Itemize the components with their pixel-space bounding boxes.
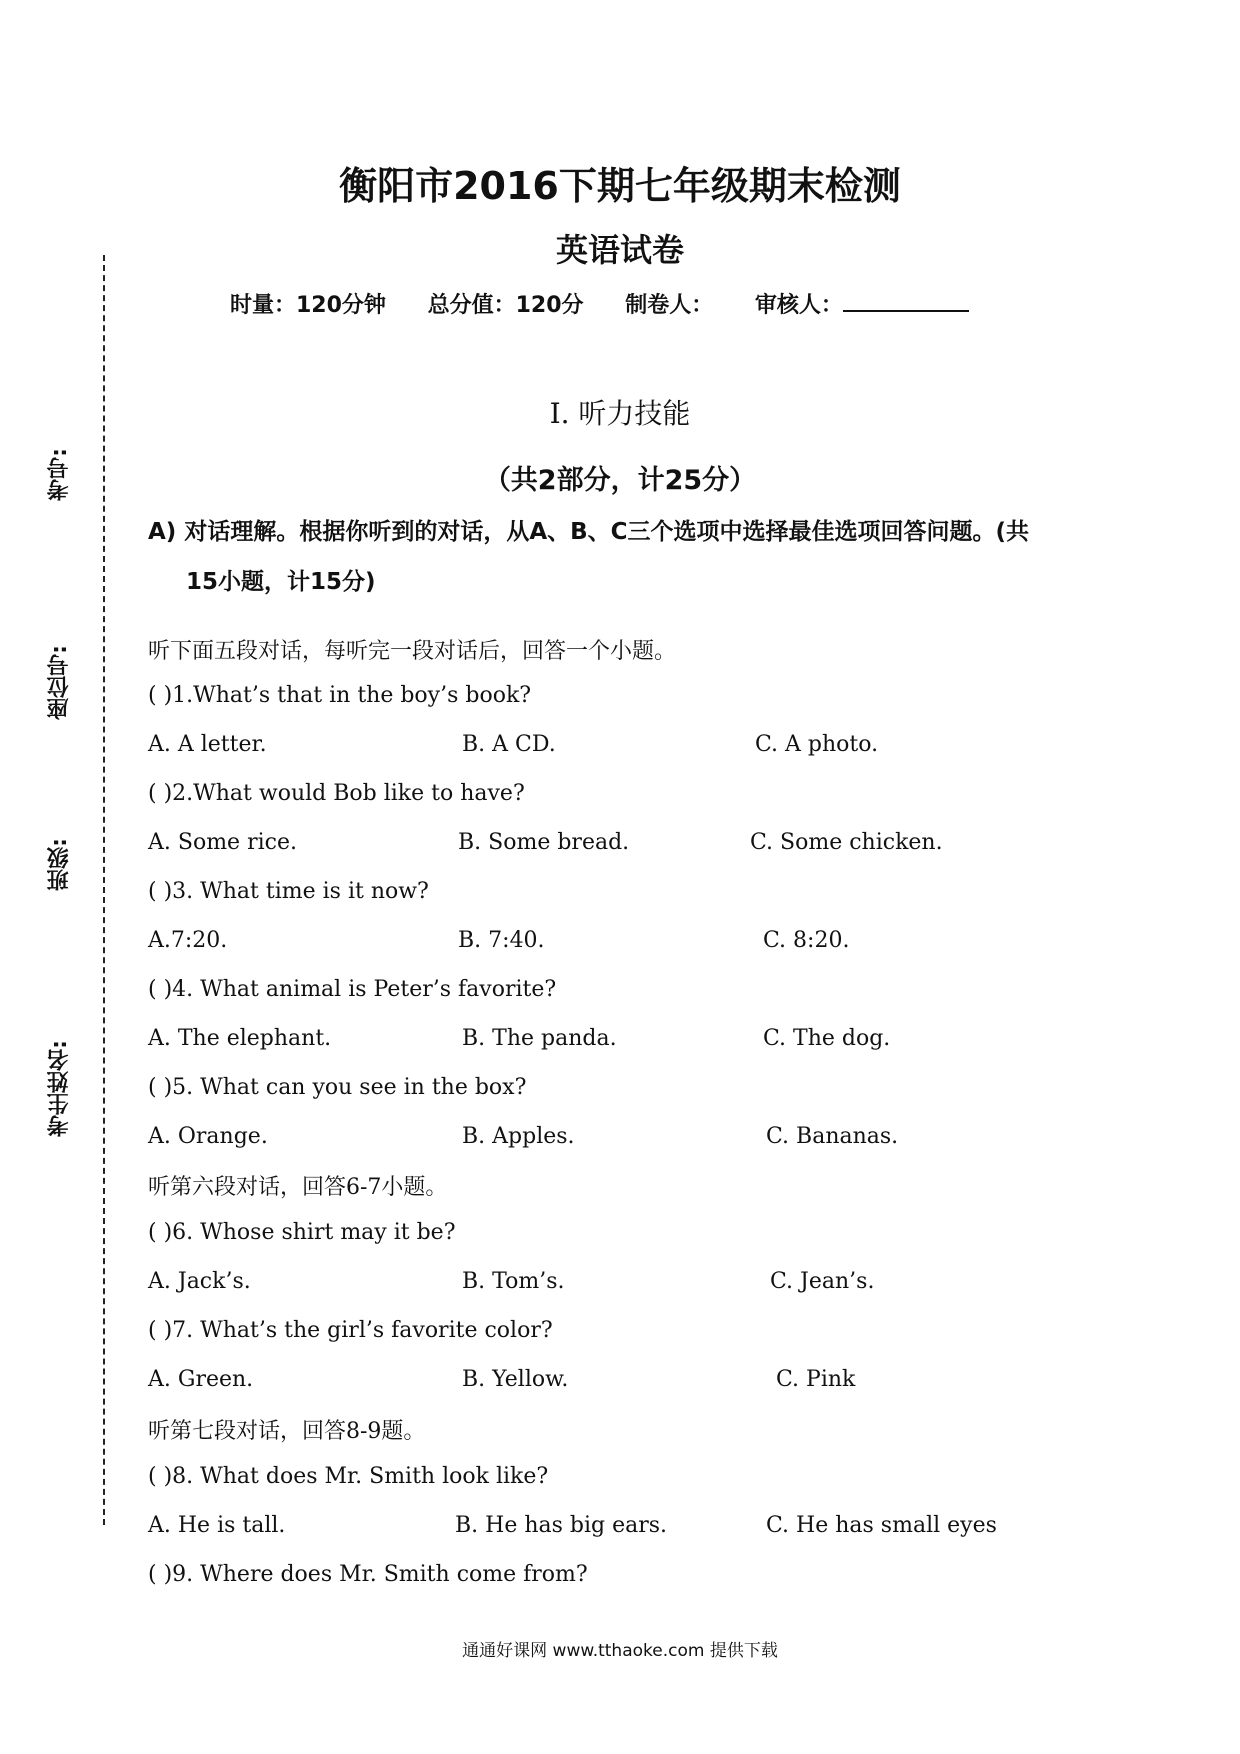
option-c: C. Jean’s.	[770, 1269, 875, 1294]
side-label-exam-number: 考号:	[47, 448, 72, 501]
option-a: A.7:20.	[148, 928, 228, 953]
page-title: 衡阳市2016下期七年级期末检测	[339, 164, 901, 208]
option-b: B. Yellow.	[462, 1367, 569, 1392]
option-c: C. He has small eyes	[766, 1513, 997, 1538]
option-a: A. Orange.	[148, 1124, 268, 1149]
option-a: A. Jack’s.	[148, 1269, 251, 1294]
option-b: B. 7:40.	[458, 928, 545, 953]
option-c: C. The dog.	[763, 1026, 891, 1051]
question-6: ( )6. Whose shirt may it be?	[148, 1220, 456, 1245]
question-4: ( )4. What animal is Peter’s favorite?	[148, 977, 557, 1002]
intro-text-2: 听第六段对话，回答6-7小题。	[148, 1175, 448, 1200]
meta-author: 制卷人：	[625, 293, 714, 318]
question-8: ( )8. What does Mr. Smith look like?	[148, 1464, 549, 1489]
page-subtitle: 英语试卷	[555, 231, 684, 269]
option-a: A. He is tall.	[148, 1513, 286, 1538]
option-c: C. Pink	[776, 1367, 856, 1392]
question-1: ( )1.What’s that in the boy’s book?	[148, 683, 532, 708]
question-2: ( )2.What would Bob like to have?	[148, 781, 525, 806]
intro-text-3: 听第七段对话，回答8-9题。	[148, 1419, 426, 1444]
option-a: A. Some rice.	[148, 830, 297, 855]
meta-reviewer: 审核人：	[754, 293, 843, 318]
side-label-student-name: 考生姓名:	[47, 1040, 72, 1137]
question-9: ( )9. Where does Mr. Smith come from?	[148, 1562, 588, 1587]
option-b: B. Some bread.	[458, 830, 630, 855]
option-c: C. Some chicken.	[750, 830, 943, 855]
option-a: A. The elephant.	[148, 1026, 332, 1051]
option-a: A. Green.	[148, 1367, 254, 1392]
option-b: B. The panda.	[462, 1026, 617, 1051]
meta-total-score: 总分值：120分	[427, 293, 584, 318]
option-a: A. A letter.	[148, 732, 267, 757]
section-instruction	[148, 507, 1108, 607]
question-7: ( )7. What’s the girl’s favorite color?	[148, 1318, 553, 1343]
option-b: B. He has big ears.	[455, 1513, 668, 1538]
side-label-class: 班级:	[47, 838, 72, 891]
intro-text-1: 听下面五段对话，每听完一段对话后，回答一个小题。	[148, 639, 677, 664]
exam-meta	[230, 288, 969, 319]
binding-dashed-line	[103, 255, 105, 1525]
option-c: C. A photo.	[755, 732, 879, 757]
question-5: ( )5. What can you see in the box?	[148, 1075, 527, 1100]
side-label-seat-number: 座位号:	[47, 645, 72, 720]
section-title: I. 听力技能	[549, 397, 691, 430]
page-footer: 通通好课网 www.tthaoke.com 提供下载	[462, 1641, 778, 1661]
option-c: C. 8:20.	[763, 928, 850, 953]
option-c: C. Bananas.	[766, 1124, 899, 1149]
reviewer-blank	[843, 292, 969, 312]
instruction-line-1: A) 对话理解。根据你听到的对话，从A、B、C三个选项中选择最佳选项回答问题。(共	[148, 519, 1030, 545]
question-3: ( )3. What time is it now?	[148, 879, 429, 904]
meta-duration: 时量：120分钟	[230, 293, 386, 318]
section-points: （共2部分，计25分）	[483, 465, 757, 496]
option-b: B. A CD.	[462, 732, 556, 757]
instruction-line-2: 15小题，计15分)	[186, 569, 376, 595]
option-b: B. Tom’s.	[462, 1269, 565, 1294]
option-b: B. Apples.	[462, 1124, 575, 1149]
